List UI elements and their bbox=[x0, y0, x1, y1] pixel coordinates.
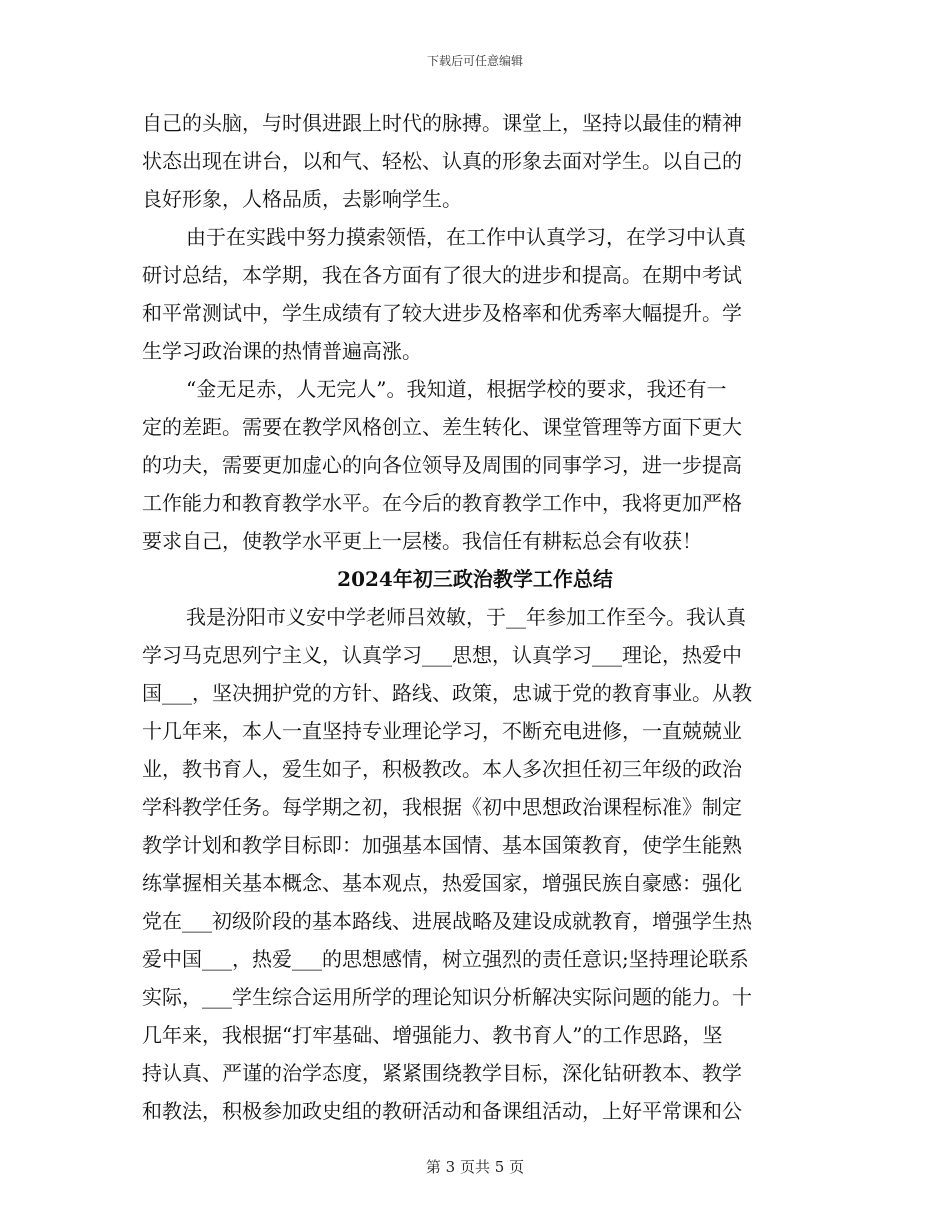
text-line: 练掌握相关基本概念、基本观点，热爱国家，增强民族自豪感：强化 bbox=[142, 871, 742, 895]
text-line: 爱中国___，热爱___的思想感情，树立强烈的责任意识;坚持理论联系 bbox=[142, 947, 749, 971]
document-title: 2024年初三政治教学工作总结 bbox=[337, 567, 613, 591]
text-line: 学科教学任务。每学期之初，我根据《初中思想政治课程标准》制定 bbox=[142, 795, 742, 819]
page-header: 下载后可任意编辑 bbox=[426, 54, 523, 68]
text-line: 业，教书育人，爱生如子，积极教改。本人多次担任初三年级的政治 bbox=[142, 757, 742, 781]
text-line: 工作能力和教育教学水平。在今后的教育教学工作中，我将更加严格 bbox=[142, 491, 742, 515]
text-line: 生学习政治课的热情普遍高涨。 bbox=[142, 339, 422, 363]
page-footer: 第 3 页共 5 页 bbox=[425, 1158, 525, 1176]
text-line: 党在___初级阶段的基本路线、进展战略及建设成就教育，增强学生热 bbox=[142, 909, 752, 933]
text-line: 的功夫，需要更加虚心的向各位领导及周围的同事学习，进一步提高 bbox=[142, 453, 742, 477]
text-line: 定的差距。需要在教学风格创立、差生转化、课堂管理等方面下更大 bbox=[142, 415, 742, 439]
text-line: 实际，___学生综合运用所学的理论知识分析解决实际问题的能力。十 bbox=[142, 985, 752, 1009]
text-line: 良好形象，人格品质，去影响学生。 bbox=[142, 187, 462, 211]
text-line: 要求自己，使教学水平更上一层楼。我信任有耕耘总会有收获！ bbox=[142, 529, 702, 553]
text-line: 研讨总结，本学期，我在各方面有了很大的进步和提高。在期中考试 bbox=[142, 263, 742, 287]
text-line: 学习马克思列宁主义，认真学习___思想，认真学习___理论，热爱中 bbox=[142, 643, 742, 667]
text-line: “金无足赤，人无完人”。我知道，根据学校的要求，我还有一 bbox=[186, 377, 727, 401]
text-line: 由于在实践中努力摸索领悟，在工作中认真学习，在学习中认真 bbox=[186, 225, 746, 249]
text-line: 和平常测试中，学生成绩有了较大进步及格率和优秀率大幅提升。学 bbox=[142, 301, 742, 325]
text-line: 我是汾阳市义安中学老师吕效敏，于__年参加工作至今。我认真 bbox=[186, 605, 746, 629]
text-line: 自己的头脑，与时俱进跟上时代的脉搏。课堂上，坚持以最佳的精神 bbox=[142, 111, 742, 135]
text-line: 教学计划和教学目标即：加强基本国情、基本国策教育，使学生能熟 bbox=[142, 833, 742, 857]
text-line: 状态出现在讲台，以和气、轻松、认真的形象去面对学生。以自己的 bbox=[142, 149, 742, 173]
text-line: 和教法，积极参加政史组的教研活动和备课组活动，上好平常课和公 bbox=[142, 1099, 742, 1123]
text-line: 持认真、严谨的治学态度，紧紧围绕教学目标，深化钻研教本、教学 bbox=[142, 1061, 742, 1085]
text-line: 国___，坚决拥护党的方针、路线、政策，忠诚于党的教育事业。从教 bbox=[142, 681, 752, 705]
text-line: 十几年来，本人一直坚持专业理论学习，不断充电进修，一直兢兢业 bbox=[142, 719, 742, 743]
text-line: 几年来，我根据“打牢基础、增强能力、教书育人”的工作思路，坚 bbox=[142, 1023, 723, 1047]
